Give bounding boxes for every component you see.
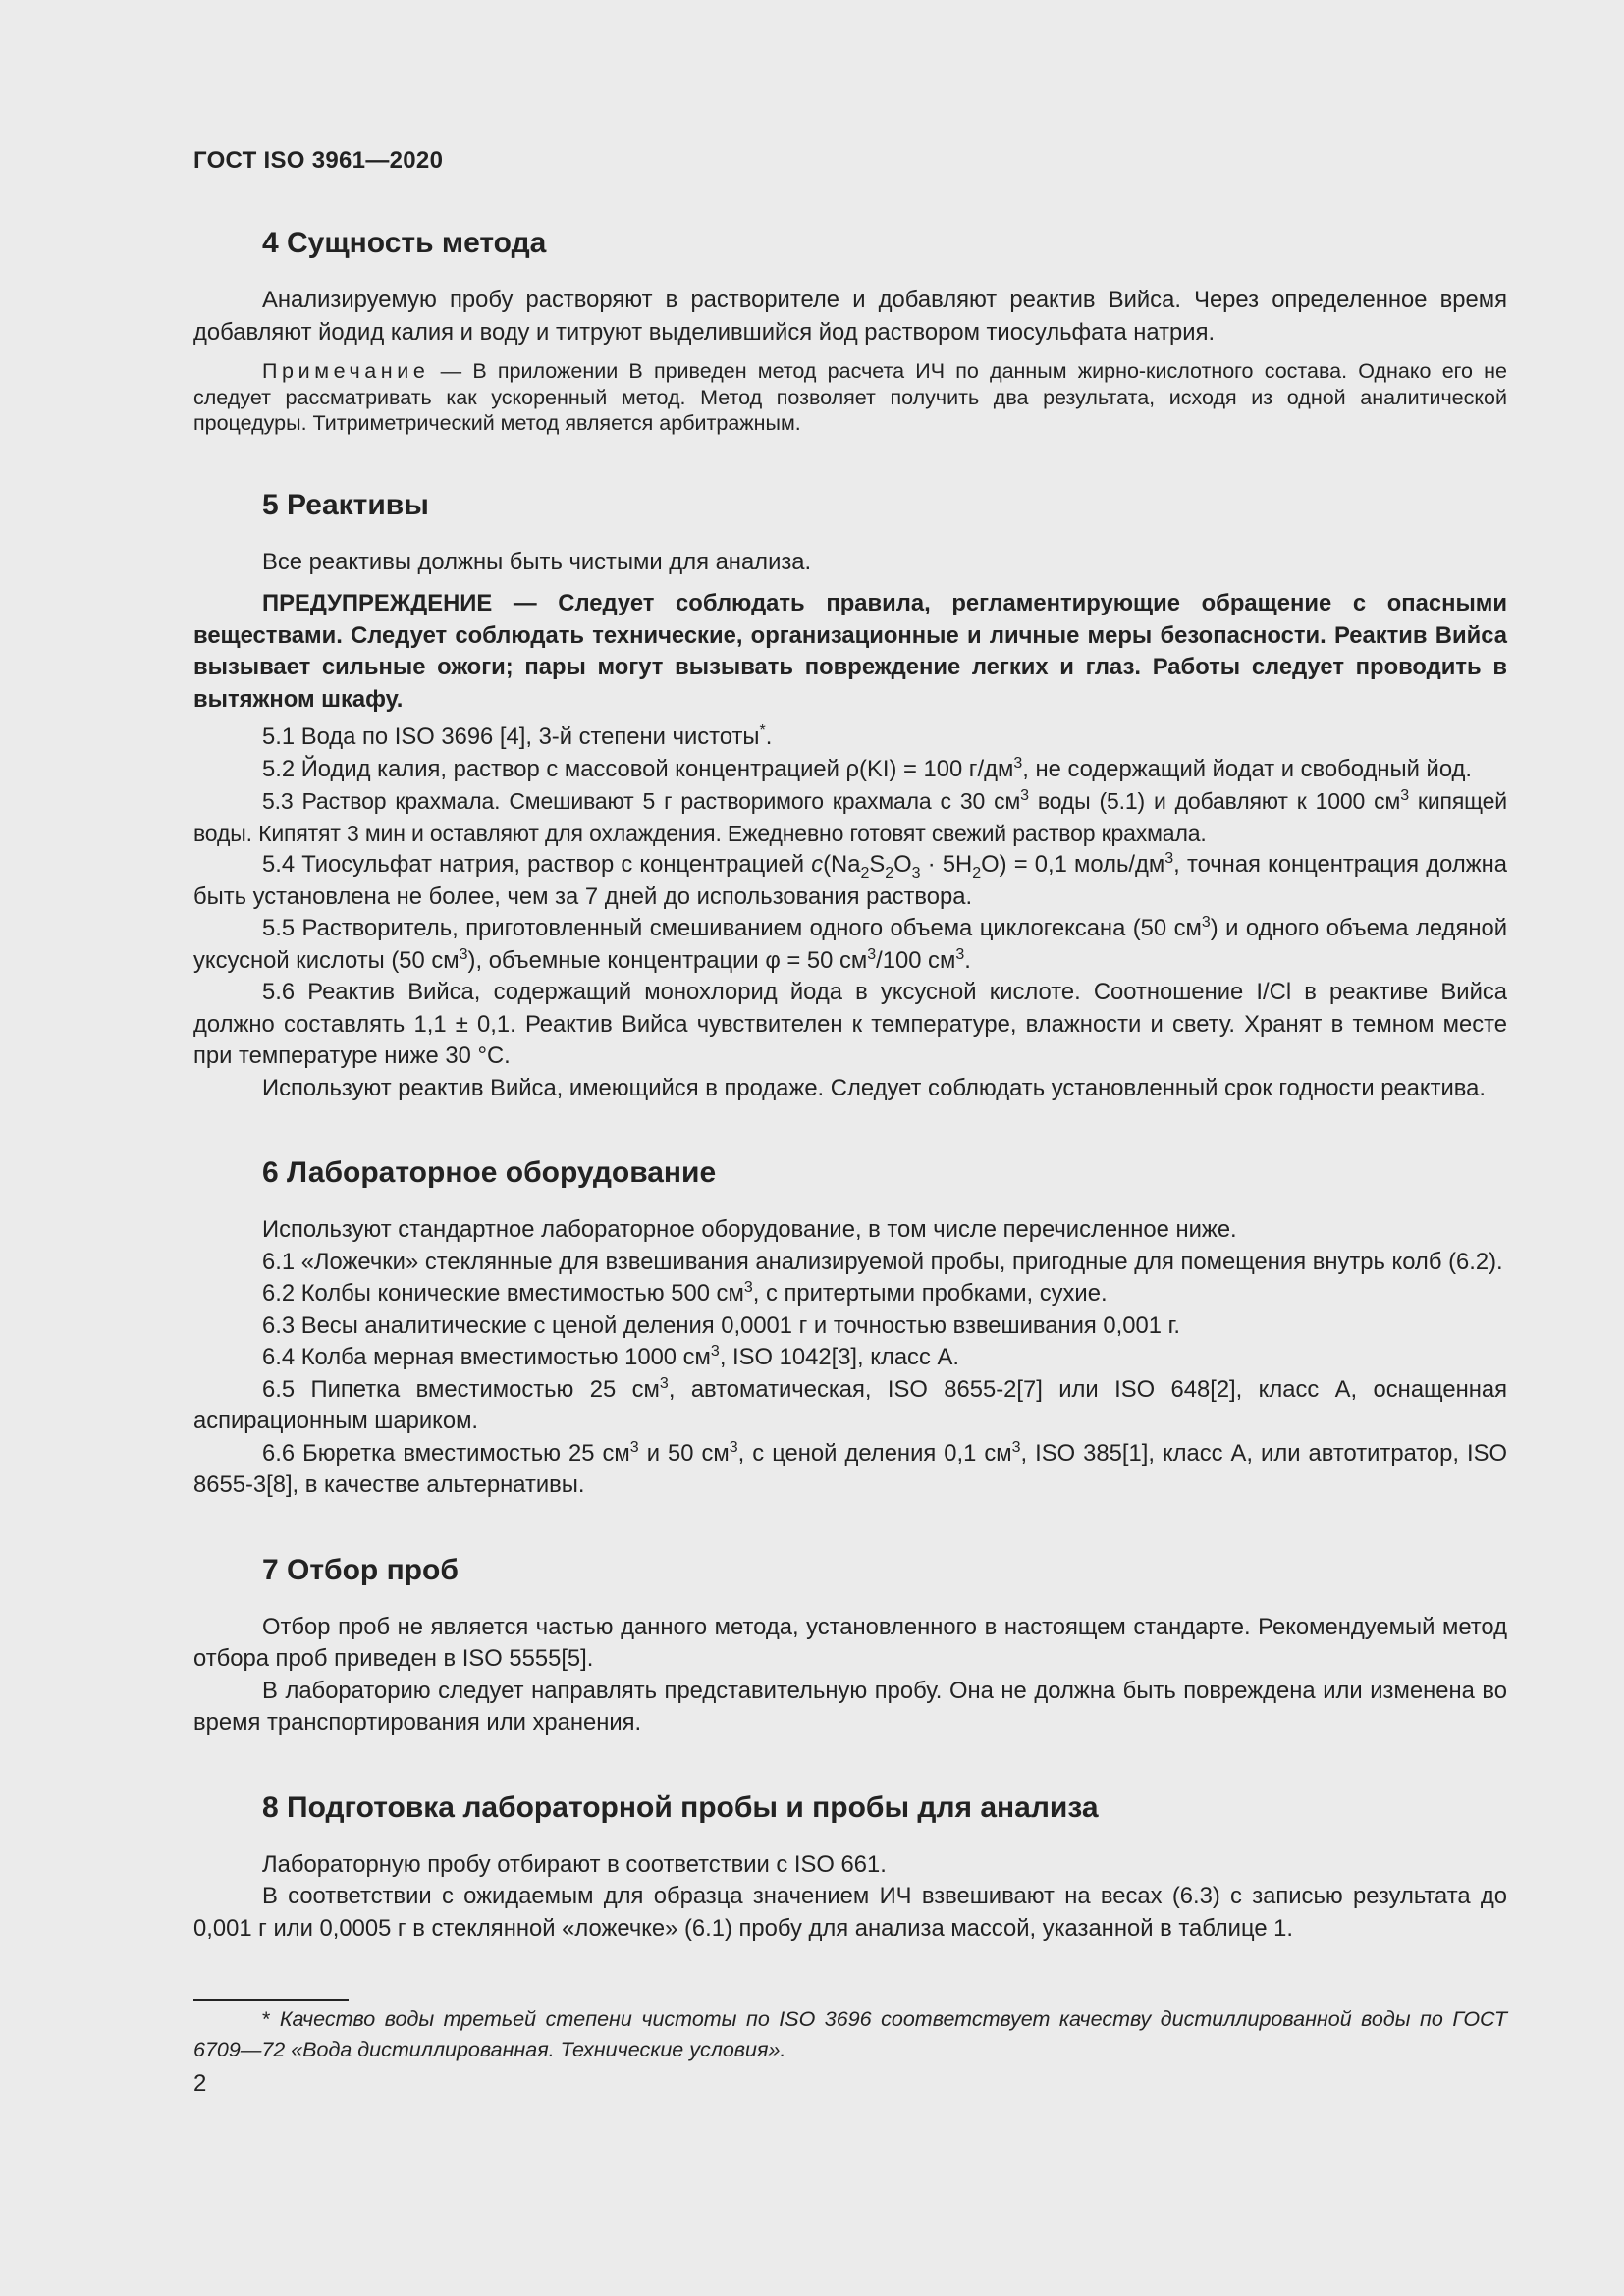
- footnote-divider: [193, 1999, 349, 2001]
- list-item: 6.1 «Ложечки» стеклянные для взвешивания анализируемой пробы, пригодные для помещения внутрь колб (6.2).: [262, 1248, 1503, 1275]
- footnote-mark: *: [262, 2007, 271, 2031]
- paragraph: Отбор проб не является частью данного метода, установленного в настоящем стандарте. Рекомендуемый метод отбора проб приведен в ISO 5555[5].: [193, 1613, 1507, 1672]
- document-code-header: ГОСТ ISO 3961—2020: [193, 147, 444, 174]
- list-item: 5.2 Йодид калия, раствор с массовой концентрацией ρ(KI) = 100 $г/дм^3$, не содержащий йодат и свободный йод.: [262, 754, 1473, 782]
- section-heading: 4 Сущность метода: [262, 227, 547, 259]
- list-item: 5.1 Вода по ISO 3696 [4], 3-й степени чистоты*.: [262, 722, 773, 750]
- warning-paragraph: ПРЕДУПРЕЖДЕНИЕ — Следует соблюдать правила, регламентирующие обращение с опасными веществами. Следует соблюдать технические, организационные и личные меры безопасности. Реактив Вийса вызывает сильные ожоги; пары могут вызывать повреждение легких и глаз. Работы следует проводить в вытяжном шкафу.: [193, 590, 1507, 713]
- list-item: 5.6 Реактив Вийса, содержащий монохлорид йода в уксусной кислоте. Соотношение I/Cl в реактиве Вийса должно составлять 1,1 ± 0,1. Реактив Вийса чувствителен к температуре, влажности и свету. Хранят в темном месте при температуре ниже 30 °С.: [193, 979, 1507, 1069]
- list-item: 6.6 Бюретка вместимостью 25 $см^3$ и 50 $см^3$, с ценой деления 0,1 $см^3$, ISO 385[1], класс А, или автотитратор, ISO 8655-3[8], в качестве альтернативы.: [193, 1438, 1507, 1498]
- section-heading: 7 Отбор проб: [262, 1553, 459, 1586]
- list-item: 5.4 Тиосульфат натрия, раствор с концентрацией $c(Na_2S_2O_3 \cdot 5H_2O) = 0,1$ моль/$дм^3$, точная концентрация должна быть установлена не более, чем за 7 дней до использования раствора.: [193, 850, 1508, 910]
- footnote-reference: *: [759, 722, 766, 739]
- paragraph: Используют реактив Вийса, имеющийся в продаже. Следует соблюдать установленный срок годности реактива.: [262, 1074, 1487, 1101]
- paragraph: Анализируемую пробу растворяют в растворителе и добавляют реактив Вийса. Через определенное время добавляют йодид калия и воду и титруют выделившийся йод раствором тиосульфата натрия.: [193, 287, 1507, 346]
- list-item: 6.2 Колбы конические вместимостью 500 $см^3$, с притертыми пробками, сухие.: [262, 1279, 1108, 1307]
- list-item: 5.5 Растворитель, приготовленный смешиванием одного объема циклогексана (50 $см^3$) и одного объема ледяной уксусной кислоты (50 $см^3$), объемные концентрации φ = 50 $см^3/100$ $см^3$.: [193, 914, 1507, 974]
- section-4: [193, 224, 1507, 437]
- footnote-text: Качество воды третьей степени чистоты по ISO 3696 соответствует качеству дистиллированной воды по ГОСТ 6709—72 «Вода дистиллированная. Технические условия».: [193, 2007, 1507, 2061]
- footnote: [193, 2004, 1507, 2065]
- list-item: 6.3 Весы аналитические с ценой деления 0,0001 г и точностью взвешивания 0,001 г.: [262, 1311, 1180, 1339]
- page-number: 2: [193, 2070, 207, 2097]
- paragraph: Все реактивы должны быть чистыми для анализа.: [262, 548, 812, 575]
- list-item: 6.5 Пипетка вместимостью 25 $см^3$, автоматическая, ISO 8655-2[7] или ISO 648[2], класс А, оснащенная аспирационным шариком.: [193, 1374, 1508, 1434]
- paragraph: Лабораторную пробу отбирают в соответствии с ISO 661.: [262, 1850, 887, 1878]
- document-body: [193, 224, 1507, 1945]
- section-5: [193, 486, 1507, 1105]
- paragraph: В лабораторию следует направлять представительную пробу. Она не должна быть повреждена или изменена во время транспортирования или хранения.: [193, 1677, 1507, 1735]
- paragraph: Используют стандартное лабораторное оборудование, в том числе перечисленное ниже.: [262, 1216, 1237, 1243]
- list-item: 6.4 Колба мерная вместимостью 1000 $см^3$, ISO 1042[3], класс А.: [262, 1343, 959, 1370]
- list-item: 5.3 Раствор крахмала. Смешивают 5 г растворимого крахмала с 30 $см^3$ воды (5.1) и добавляют к 1000 $см^3$ кипящей воды. Кипятят 3 мин и оставляют для охлаждения. Ежедневно готовят свежий раствор крахмала.: [193, 787, 1507, 846]
- section-7: [193, 1551, 1507, 1739]
- note-label: Примечание: [262, 359, 430, 383]
- note-paragraph: [193, 358, 1507, 437]
- section-8: [193, 1789, 1507, 1946]
- section-heading: 5 Реактивы: [262, 488, 429, 521]
- section-heading: 8 Подготовка лабораторной пробы и пробы для анализа: [262, 1790, 1099, 1824]
- section-heading: 6 Лабораторное оборудование: [262, 1156, 717, 1189]
- note-text: — В приложении В приведен метод расчета ИЧ по данным жирно-кислотного состава. Однако его не следует рассматривать как ускоренный метод. Метод позволяет получить два результата, исходя из одной аналитической процедуры. Титриметрический метод является арбитражным.: [193, 359, 1507, 435]
- paragraph: В соответствии с ожидаемым для образца значением ИЧ взвешивают на весах (6.3) с записью результата до 0,001 г или 0,0005 г в стеклянной «ложечке» (6.1) пробу для анализа массой, указанной в таблице 1.: [193, 1883, 1507, 1942]
- section-6: [193, 1153, 1507, 1502]
